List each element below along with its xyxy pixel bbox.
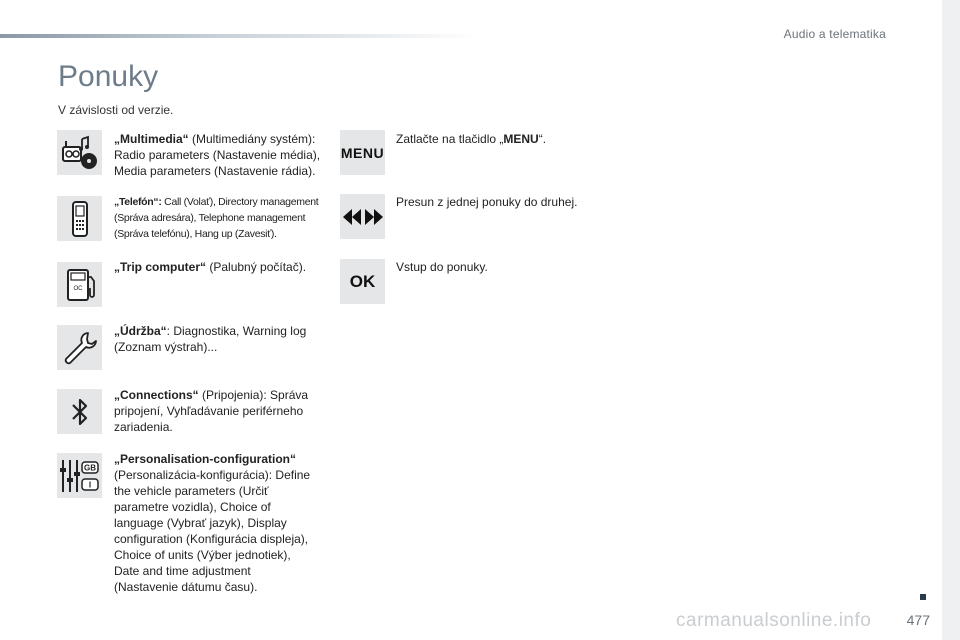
- settings-sliders-icon: [58, 456, 102, 496]
- phone-icon: [60, 199, 100, 239]
- watermark: carmanualsonline.info: [676, 610, 872, 631]
- right-item-arrows: Presun z jednej ponuky do druhej.: [396, 195, 578, 209]
- item-udrzba: „Údržba“: Diagnostika, Warning log (Zoznam výstrah)...: [114, 324, 307, 354]
- bluetooth-icon-box: [57, 389, 102, 434]
- menu-button-icon-box: [340, 130, 385, 175]
- oc-label: OC: [73, 285, 82, 292]
- arrows-icon-box: [340, 194, 385, 239]
- intro-text: V závislosti od verzie.: [58, 103, 174, 117]
- page-marker: [920, 594, 926, 600]
- item-telefon: „Telefón“: Call (Volať), Directory management (Správa adresára), Telephone management (Správa telefónu), Hang up (Zavesiť).: [114, 196, 319, 240]
- multimedia-icon: [60, 133, 100, 173]
- right-item-ok: Vstup do ponuky.: [396, 260, 488, 274]
- ok-button-glyph: OK: [349, 271, 376, 291]
- item-multimedia: „Multimedia“ (Multimediány systém): Radio parameters (Nastavenie média), Media parameters (Nastavenie rádia).: [114, 132, 321, 178]
- gb-label: GB: [83, 463, 96, 472]
- page-edge-strip: [942, 0, 960, 640]
- page-title: Ponuky: [58, 60, 159, 93]
- item-personalisation: „Personalisation-configuration“ (Personalizácia-konfigurácia): Define the vehicle parameters (Určiť parametre vozidla), Choice of language (Vybrať jazyk), Display configuration (Konfigurácia displeja), Choice of units (Výber jednotiek), Date and time adjustment (Nastavenie dátumu času).: [114, 452, 311, 594]
- page-number: 477: [906, 612, 930, 628]
- bluetooth-icon: [60, 392, 100, 432]
- section-label: Audio a telematika: [783, 27, 886, 41]
- item-connections: „Connections“ (Pripojenia): Správa pripojení, Vyhľadávanie periférneho zariadenia.: [114, 388, 309, 434]
- wrench-icon-box: [57, 325, 102, 370]
- menu-button-glyph: MENU: [340, 144, 385, 161]
- item-trip-computer: „Trip computer“ (Palubný počítač).: [114, 260, 307, 274]
- settings-icon-box: [57, 453, 102, 498]
- ok-button-icon-box: [340, 259, 385, 304]
- fuel-pump-icon: [60, 265, 100, 305]
- multimedia-icon-box: [57, 130, 102, 175]
- header-rule: [0, 34, 480, 38]
- phone-icon-box: [57, 196, 102, 241]
- fuel-pump-icon-box: [57, 262, 102, 307]
- right-item-menu: Zatlačte na tlačidlo „MENU“.: [396, 132, 547, 146]
- prev-next-arrows-icon: [341, 205, 385, 229]
- i-label: I: [88, 480, 91, 489]
- wrench-icon: [60, 328, 100, 368]
